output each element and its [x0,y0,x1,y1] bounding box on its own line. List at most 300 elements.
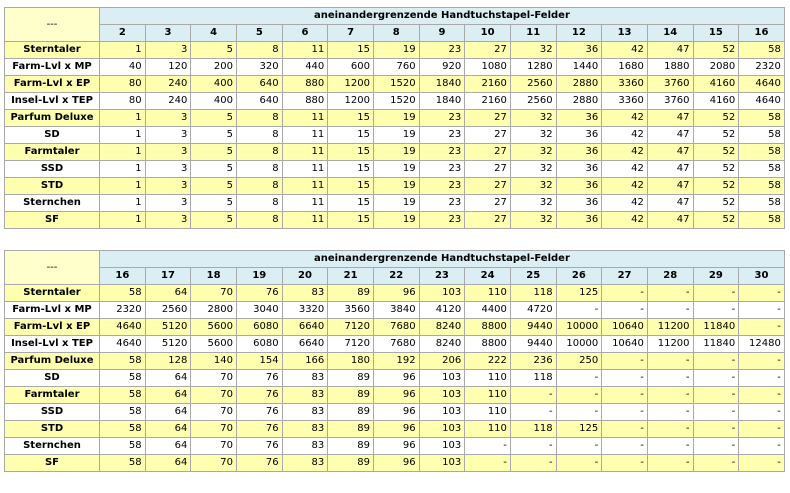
table-cell: 52 [693,127,739,144]
table-cell: 70 [191,421,237,438]
table-cell: 27 [465,178,511,195]
table-cell: 110 [465,404,511,421]
table-cell: 76 [236,421,282,438]
table-cell: - [602,421,648,438]
table-cell: 125 [556,285,602,302]
table-cell: 110 [465,387,511,404]
corner-cell: --- [5,8,100,42]
table-cell: 1 [100,212,146,229]
row-label: Sternchen [5,195,100,212]
table-cell: 3040 [236,302,282,319]
table-cell: 42 [602,127,648,144]
table-cell: 52 [693,110,739,127]
table-cell: 7680 [373,336,419,353]
table-cell: 36 [556,42,602,59]
table-cell: 12480 [739,336,785,353]
column-header: 16 [739,25,785,42]
table-cell: 83 [282,387,328,404]
table-cell: 154 [236,353,282,370]
table-cell: 5600 [191,336,237,353]
table-cell: 52 [693,42,739,59]
table-cell: 3840 [373,302,419,319]
table-cell: - [739,404,785,421]
table-cell: 89 [328,438,374,455]
column-header: 20 [282,268,328,285]
table-cell: 76 [236,404,282,421]
table-cell: - [465,455,511,472]
table-row [5,110,785,127]
row-label: Farmtaler [5,387,100,404]
table-cell: 47 [647,127,693,144]
table-cell: 89 [328,404,374,421]
table-cell: 3 [145,178,191,195]
table-cell: 36 [556,110,602,127]
table-cell: 58 [739,42,785,59]
table-cell: 120 [145,59,191,76]
table-cell: - [647,404,693,421]
column-header: 14 [647,25,693,42]
table-cell: 9440 [510,319,556,336]
table-cell: 42 [602,178,648,195]
table-cell: 52 [693,178,739,195]
table-cell: 2560 [145,302,191,319]
corner-cell: --- [5,251,100,285]
table-cell: 76 [236,455,282,472]
table-cell: 42 [602,212,648,229]
table-cell: 96 [373,421,419,438]
table-cell: 320 [236,59,282,76]
table-cell: - [693,370,739,387]
table-cell: 32 [510,212,556,229]
table-cell: 1520 [373,93,419,110]
table-cell: - [510,455,556,472]
table-cell: 103 [419,285,465,302]
table-cell: 32 [510,110,556,127]
table-cell: 15 [328,110,374,127]
table-cell: 2320 [739,59,785,76]
table-row [5,127,785,144]
table-row [5,353,785,370]
table-row [5,387,785,404]
table-cell: 23 [419,212,465,229]
column-header: 24 [465,268,511,285]
table-cell: 11 [282,144,328,161]
table-cell: 1080 [465,59,511,76]
row-label: Farm-Lvl x MP [5,302,100,319]
table-cell: - [693,421,739,438]
table-cell: 27 [465,127,511,144]
table-cell: 58 [100,421,146,438]
table-cell: 166 [282,353,328,370]
row-label: SF [5,212,100,229]
table-cell: - [739,455,785,472]
table-cell: 58 [100,370,146,387]
column-header: 27 [602,268,648,285]
table-cell: 76 [236,370,282,387]
table-cell: - [647,387,693,404]
table-cell: 11840 [693,336,739,353]
table-cell: 5120 [145,336,191,353]
table-cell: 96 [373,285,419,302]
table-cell: - [602,353,648,370]
table-cell: - [739,302,785,319]
column-header: 28 [647,268,693,285]
table-cell: 58 [739,178,785,195]
bottom-table [4,250,785,472]
table-cell: 23 [419,178,465,195]
table-cell: - [739,421,785,438]
column-header: 5 [236,25,282,42]
table-cell: 4640 [739,76,785,93]
table-cell: 83 [282,455,328,472]
table-cell: 118 [510,285,556,302]
table-cell: 70 [191,387,237,404]
table-cell: 70 [191,438,237,455]
table-cell: 42 [602,144,648,161]
table-cell: 4160 [693,76,739,93]
table-cell: 15 [328,212,374,229]
table-cell: - [556,302,602,319]
table-cell: 70 [191,285,237,302]
table-cell: 5 [191,212,237,229]
table-cell: - [647,353,693,370]
table-cell: 125 [556,421,602,438]
table-cell: 110 [465,421,511,438]
table-cell: 6080 [236,336,282,353]
table-cell: 47 [647,42,693,59]
table-cell: - [739,353,785,370]
table-cell: 6080 [236,319,282,336]
column-header: 30 [739,268,785,285]
table-cell: 8 [236,161,282,178]
table-cell: 3 [145,212,191,229]
table-cell: 58 [100,455,146,472]
table-cell: 3 [145,161,191,178]
row-label: STD [5,421,100,438]
table-cell: 58 [100,387,146,404]
table-cell: 96 [373,404,419,421]
table-cell: 19 [373,161,419,178]
table-cell: 200 [191,59,237,76]
table-cell: 36 [556,212,602,229]
table-cell: 96 [373,438,419,455]
table-cell: 1 [100,110,146,127]
table-cell: 4640 [100,336,146,353]
column-header: 17 [145,268,191,285]
table-cell: 2080 [693,59,739,76]
table-cell: 8 [236,42,282,59]
column-header: 4 [191,25,237,42]
table-cell: 8800 [465,336,511,353]
table-cell: - [602,387,648,404]
table-row [5,336,785,353]
column-header: 7 [328,25,374,42]
table-cell: 76 [236,285,282,302]
table-cell: 36 [556,144,602,161]
table-cell: - [739,319,785,336]
table-cell: 3760 [647,93,693,110]
table-cell: 1280 [510,59,556,76]
table-cell: 64 [145,455,191,472]
table-cell: 5 [191,161,237,178]
table-cell: 240 [145,76,191,93]
table-cell: 42 [602,195,648,212]
table-cell: 58 [739,144,785,161]
table-cell: 3320 [282,302,328,319]
table-cell: 8 [236,110,282,127]
table-cell: - [465,438,511,455]
row-label: Parfum Deluxe [5,353,100,370]
table-cell: 64 [145,387,191,404]
table-cell: 8800 [465,319,511,336]
table-cell: 23 [419,161,465,178]
table-cell: 3 [145,144,191,161]
table-cell: 3 [145,195,191,212]
table-cell: 250 [556,353,602,370]
table-cell: 4640 [739,93,785,110]
table-cell: 2320 [100,302,146,319]
table-cell: 47 [647,161,693,178]
table-cell: 1880 [647,59,693,76]
table-cell: 5 [191,110,237,127]
table-cell: 42 [602,161,648,178]
table-cell: 19 [373,42,419,59]
row-label: Insel-Lvl x TEP [5,93,100,110]
table-cell: 640 [236,93,282,110]
table-cell: 103 [419,421,465,438]
table-cell: - [510,404,556,421]
table-cell: 8 [236,127,282,144]
table-cell: - [693,353,739,370]
table-cell: 32 [510,127,556,144]
table-cell: 4640 [100,319,146,336]
table-cell: 1 [100,178,146,195]
table-cell: 4720 [510,302,556,319]
table-cell: 8 [236,195,282,212]
table-cell: 32 [510,42,556,59]
table-cell: 89 [328,421,374,438]
table-cell: 15 [328,161,374,178]
row-label: Parfum Deluxe [5,110,100,127]
table-cell: 5 [191,127,237,144]
table-cell: 3360 [602,76,648,93]
table-cell: 8240 [419,336,465,353]
table-cell: 70 [191,370,237,387]
table-cell: 5600 [191,319,237,336]
table-cell: 64 [145,285,191,302]
table-cell: - [693,404,739,421]
column-header: 29 [693,268,739,285]
column-header: 16 [100,268,146,285]
table-body [5,285,785,472]
table-cell: 3560 [328,302,374,319]
table-cell: 118 [510,370,556,387]
table-cell: 96 [373,370,419,387]
table-cell: 23 [419,127,465,144]
table-cell: 222 [465,353,511,370]
table-cell: 2560 [510,93,556,110]
table-cell: 76 [236,438,282,455]
table-cell: 1440 [556,59,602,76]
table-cell: 40 [100,59,146,76]
table-cell: 19 [373,178,419,195]
table-title: aneinandergrenzende Handtuchstapel-Felder [100,251,785,268]
table-cell: 400 [191,93,237,110]
table-cell: 8 [236,178,282,195]
table-cell: 2160 [465,93,511,110]
table-cell: 880 [282,76,328,93]
table-cell: 11 [282,178,328,195]
table-cell: 47 [647,178,693,195]
row-label: SSD [5,161,100,178]
table-row [5,421,785,438]
table-cell: 15 [328,178,374,195]
table-cell: 32 [510,161,556,178]
table-cell: 15 [328,42,374,59]
table-cell: - [510,438,556,455]
table-cell: - [693,438,739,455]
table-cell: 11840 [693,319,739,336]
table-cell: 58 [739,110,785,127]
table-cell: 1520 [373,76,419,93]
table-cell: 19 [373,212,419,229]
table-row [5,93,785,110]
table-cell: 89 [328,387,374,404]
table-cell: 880 [282,93,328,110]
table-cell: 400 [191,76,237,93]
table-cell: 23 [419,42,465,59]
table-title: aneinandergrenzende Handtuchstapel-Felder [100,8,785,25]
table-cell: 2560 [510,76,556,93]
table-cell: - [602,455,648,472]
table-cell: 11 [282,127,328,144]
table-cell: 2800 [191,302,237,319]
table-cell: - [693,302,739,319]
table-cell: 3760 [647,76,693,93]
table-cell: - [556,404,602,421]
table-cell: 58 [100,438,146,455]
table-cell: 23 [419,195,465,212]
row-label: SF [5,455,100,472]
table-cell: 58 [739,212,785,229]
table-cell: 64 [145,370,191,387]
table-cell: 11 [282,161,328,178]
table-cell: - [647,285,693,302]
table-cell: - [647,438,693,455]
table-cell: 58 [739,195,785,212]
table-cell: 180 [328,353,374,370]
column-header: 9 [419,25,465,42]
table-cell: 64 [145,438,191,455]
table-cell: 1 [100,127,146,144]
table-cell: 32 [510,144,556,161]
table-cell: - [647,455,693,472]
table-cell: 83 [282,421,328,438]
table-cell: - [739,285,785,302]
table-cell: 83 [282,285,328,302]
table-cell: 1 [100,42,146,59]
table-cell: 36 [556,195,602,212]
table-row [5,302,785,319]
table-cell: 70 [191,455,237,472]
table-cell: 89 [328,455,374,472]
table-cell: 47 [647,110,693,127]
table-row [5,42,785,59]
column-header: 10 [465,25,511,42]
table-cell: - [556,455,602,472]
table-cell: 15 [328,127,374,144]
row-label: Farmtaler [5,144,100,161]
table-cell: 1 [100,144,146,161]
table-cell: 36 [556,161,602,178]
table-cell: 2880 [556,93,602,110]
table-cell: 58 [739,161,785,178]
column-header: 15 [693,25,739,42]
table-cell: 140 [191,353,237,370]
table-cell: 58 [100,353,146,370]
table-cell: 11200 [647,319,693,336]
table-cell: - [602,438,648,455]
table-cell: 6640 [282,336,328,353]
table-cell: 5 [191,195,237,212]
column-header: 2 [100,25,146,42]
table-cell: 27 [465,110,511,127]
table-cell: 4120 [419,302,465,319]
table-cell: 103 [419,438,465,455]
table-cell: 52 [693,212,739,229]
table-cell: 52 [693,195,739,212]
row-label: SD [5,127,100,144]
table-cell: 36 [556,178,602,195]
table-row [5,59,785,76]
table-cell: 103 [419,370,465,387]
table-cell: 19 [373,144,419,161]
column-header: 25 [510,268,556,285]
table-cell: 103 [419,455,465,472]
table-cell: 27 [465,42,511,59]
table-cell: 80 [100,93,146,110]
table-cell: 103 [419,387,465,404]
column-header: 19 [236,268,282,285]
table-cell: 10000 [556,336,602,353]
table-cell: 23 [419,144,465,161]
row-label: Farm-Lvl x EP [5,76,100,93]
table-cell: 19 [373,195,419,212]
table-cell: 4400 [465,302,511,319]
table-cell: 110 [465,370,511,387]
column-header: 6 [282,25,328,42]
table-cell: 600 [328,59,374,76]
table-cell: - [647,421,693,438]
row-label: SSD [5,404,100,421]
table-cell: 83 [282,438,328,455]
table-cell: 27 [465,195,511,212]
table-cell: - [556,438,602,455]
table-cell: 440 [282,59,328,76]
row-label: Farm-Lvl x MP [5,59,100,76]
table-cell: 3 [145,110,191,127]
table-cell: 15 [328,144,374,161]
table-cell: 7120 [328,319,374,336]
table-cell: 15 [328,195,374,212]
table-cell: 11 [282,195,328,212]
table-cell: 1200 [328,76,374,93]
table-cell: 1680 [602,59,648,76]
table-cell: 5 [191,144,237,161]
table-cell: 11 [282,110,328,127]
row-label: Sterntaler [5,285,100,302]
table-cell: 96 [373,455,419,472]
